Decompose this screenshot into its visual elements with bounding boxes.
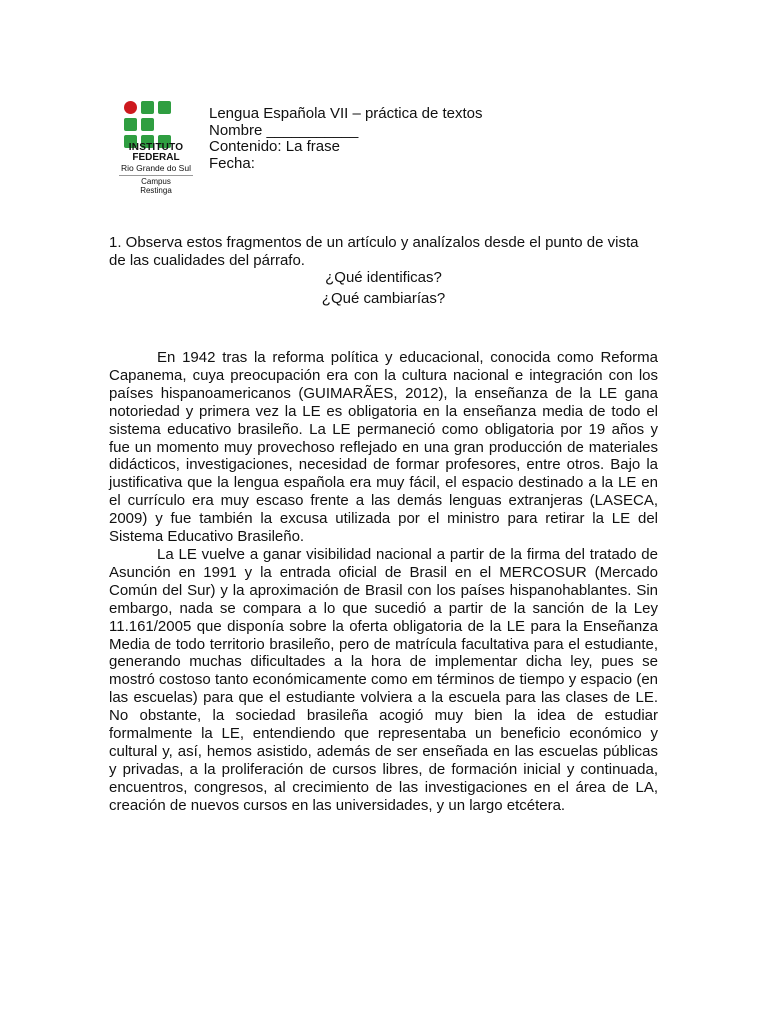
exercise-question-change: ¿Qué cambiarías?	[321, 290, 446, 307]
course-title: Lengua Española VII – práctica de textos	[209, 105, 483, 122]
exercise-instruction: 1. Observa estos fragmentos de un artículo y analízalos desde el punto de vista de las cualidades del párrafo.	[109, 234, 639, 269]
name-field: Nombre ___________	[209, 121, 359, 139]
logo-divider	[119, 175, 193, 176]
article-fragment	[109, 349, 658, 815]
content-field: Contenido: La frase	[209, 138, 340, 155]
logo-line-campus: Campus	[141, 177, 171, 186]
paragraph-2: La LE vuelve a ganar visibilidad nacional a partir de la firma del tratado de Asunción en 1991 y la entrada oficial de Brasil en el MERCOSUR (Mercado Común del Sur) y la aproximación de Brasil con los países hispanohablantes. Sin embargo, nada se compara a lo que sucedió a partir de la sanción de la Ley 11.161/2005 que disponía sobre la oferta obligatoria de la LE para la Enseñanza Media de todo territorio brasileño, pero de matrícula facultativa para el estudiante, generando muchas dificultades a la hora de implementar dicha ley, pues se mostró costoso tanto económicamente como em términos de tiempo y espacio (en las escuelas) para que el estudiante volviera a la escuela para las clases de LE. No obstante, la sociedad brasileña acogió muy bien la idea de estudiar formalmente la LE, entendiendo que representaba un beneficio económico y cultural y, así, hemos asistido, además de ser enseñada en las escuelas públicas y privadas, a la proliferación de cursos libres, de formación inicial y continuada, encuentros, congresos, al crecimiento de las investigaciones en el área de LA, creación de nuevos cursos en las universidades, y un largo etcétera.	[109, 545, 658, 814]
date-field: Fecha:	[209, 154, 255, 172]
logo-line-instituto: INSTITUTO	[128, 142, 184, 153]
exercise-question-identify: ¿Qué identificas?	[325, 269, 442, 286]
logo-line-campus-name: Restinga	[140, 186, 172, 195]
paragraph-1: En 1942 tras la reforma política y educacional, conocida como Reforma Capanema, cuya preocupación era con la cultura nacional e integración con los países hispanoamericanos (GUIMARÃES, 2012), la enseñanza de la LE gana notoriedad y primera vez la LE es obligatoria en la enseñanza media de todo el sistema educativo brasileño. La LE permaneció como obligatoria por 19 años y fue un momento muy provechoso reflejado en una gran producción de materiales didácticos, investigaciones, necesidad de formar profesores, entre otros. Bajo la justificativa que la lengua española era muy fácil, el espacio destinado a la LE en el currículo era muy escaso frente a las demás lenguas extranjeras (LASECA, 2009) y fue también la excusa utilizada por el ministro para retirar la LE del Sistema Educativo Brasileño.	[109, 349, 658, 546]
logo-line-federal: FEDERAL	[132, 152, 180, 163]
logo-line-state: Rio Grande do Sul	[121, 163, 191, 173]
institution-logo	[113, 96, 199, 204]
document-header	[209, 106, 483, 172]
